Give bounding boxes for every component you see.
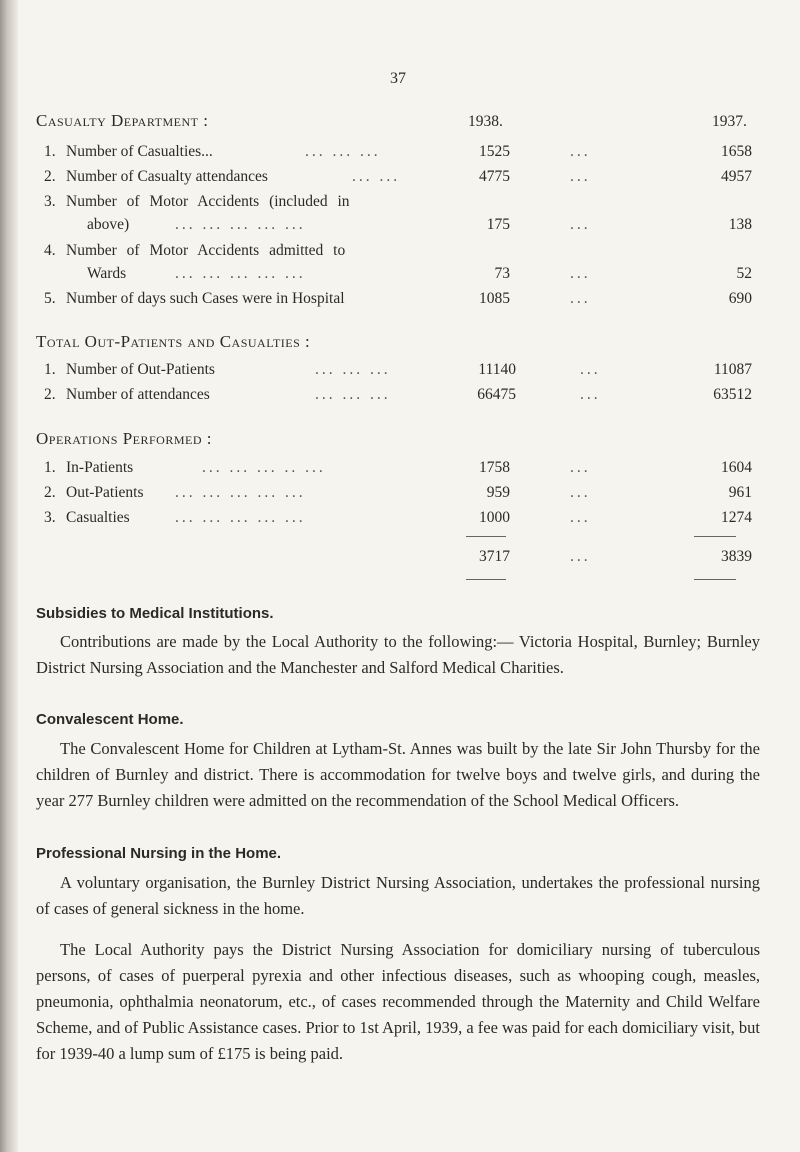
row-number: 1. xyxy=(44,361,56,378)
leader-dots: ... ... ... xyxy=(315,386,391,403)
paragraph-subsidies xyxy=(36,629,760,681)
value-1937: 52 xyxy=(736,265,752,282)
paragraph-text: The Local Authority pays the District Nursing Association for domiciliary nursing of tuberculous persons, of cases of puerperal pyrexia and other infectious diseases, such as whooping cough, measles, pneumonia, ophthalmia neonatorum, etc., of cases recommended through the Maternity and Child Welfare Scheme, and of Public Assistance cases. Prior to 1st April, 1939, a fee was paid for each domiciliary visit, but for 1939-40 a lump sum of £175 is being paid. xyxy=(36,940,761,1063)
value-1937: 4957 xyxy=(721,168,752,185)
casualty-heading: Casualty Department : xyxy=(36,111,209,130)
total-rule-1937-bottom xyxy=(694,579,736,580)
value-1937: 1274 xyxy=(721,509,752,526)
row-number: 1. xyxy=(44,459,56,476)
row-label: Out-Patients xyxy=(66,484,144,501)
row-label: Number of Casualties... xyxy=(66,143,213,160)
mid-dots: ... xyxy=(570,168,591,185)
value-1938: 1525 xyxy=(479,143,510,160)
row-label: Number of attendances xyxy=(66,386,210,403)
row-label: Number of Out-Patients xyxy=(66,361,215,378)
value-1937: 690 xyxy=(728,290,752,307)
mid-dots: ... xyxy=(570,548,591,565)
paragraph-text: The Convalescent Home for Children at Lytham-St. Annes was built by the late Sir John Thursby for the children of Burnley and district. There is accommodation for twelve boys and twelve girls, and during the year 277 Burnley children were admitted on the recommendation of the School Medical Officers. xyxy=(36,739,760,810)
row-number: 1. xyxy=(44,143,56,160)
total-1938: 3717 xyxy=(479,548,510,565)
paragraph-text: Contributions are made by the Local Authority to the following:— Victoria Hospital, Burnley; Burnley District Nursing Association and the Manchester and Salford Medical Charities. xyxy=(36,632,760,677)
row-number: 2. xyxy=(44,168,56,185)
row-number: 5. xyxy=(44,290,56,307)
year-1937: 1937. xyxy=(712,113,747,130)
mid-dots: ... xyxy=(580,361,601,378)
row-label: Number of Motor Accidents admitted to xyxy=(66,242,346,259)
total-rule-1938-bottom xyxy=(466,579,506,580)
mid-dots: ... xyxy=(580,386,601,403)
value-1938: 4775 xyxy=(479,168,510,185)
value-1937: 11087 xyxy=(713,361,752,378)
value-1938: 11140 xyxy=(478,361,516,378)
total-1937: 3839 xyxy=(721,548,752,565)
mid-dots: ... xyxy=(570,265,591,282)
row-number: 3. xyxy=(44,509,56,526)
value-1938: 959 xyxy=(486,484,510,501)
leader-dots: ... ... ... ... ... xyxy=(175,484,306,501)
section-heading-subsidies: Subsidies to Medical Institutions. xyxy=(36,605,274,622)
paragraph-nursing-association xyxy=(36,870,760,922)
value-1938: 1758 xyxy=(479,459,510,476)
paragraph-text: A voluntary organisation, the Burnley District Nursing Association, undertakes the professional nursing of cases of general sickness in the home. xyxy=(36,873,760,918)
leader-dots: ... ... xyxy=(352,168,401,185)
row-label: Number of Casualty attendances xyxy=(66,168,268,185)
section-heading-convalescent-home: Convalescent Home. xyxy=(36,711,184,728)
row-label: In-Patients xyxy=(66,459,134,476)
leader-dots: ... ... ... ... ... xyxy=(175,216,306,233)
value-1937: 1658 xyxy=(721,143,752,160)
row-label: Casualties xyxy=(66,509,130,526)
year-1938: 1938. xyxy=(468,113,503,130)
row-label-continued: Wards xyxy=(87,265,127,282)
mid-dots: ... xyxy=(570,216,591,233)
row-number: 3. xyxy=(44,193,56,210)
mid-dots: ... xyxy=(570,459,591,476)
value-1937: 138 xyxy=(728,216,752,233)
page-number: 37 xyxy=(390,70,406,87)
leader-dots: ... ... ... xyxy=(315,361,391,378)
row-number: 2. xyxy=(44,386,56,403)
value-1938: 66475 xyxy=(477,386,516,403)
value-1937: 63512 xyxy=(713,386,752,403)
paragraph-local-authority-payments xyxy=(36,937,760,1067)
row-label-continued: above) xyxy=(87,216,130,233)
leader-dots: ... ... ... xyxy=(305,143,381,160)
mid-dots: ... xyxy=(570,484,591,501)
value-1938: 73 xyxy=(494,265,510,282)
value-1937: 1604 xyxy=(721,459,752,476)
value-1937: 961 xyxy=(728,484,752,501)
total-rule-1937-top xyxy=(694,536,736,537)
mid-dots: ... xyxy=(570,143,591,160)
mid-dots: ... xyxy=(570,509,591,526)
outpatients-heading: Total Out-Patients and Casualties : xyxy=(36,332,311,351)
value-1938: 1000 xyxy=(479,509,510,526)
total-rule-1938-top xyxy=(466,536,506,537)
leader-dots: ... ... ... .. ... xyxy=(202,459,326,476)
leader-dots: ... ... ... ... ... xyxy=(175,265,306,282)
section-heading-professional-nursing: Professional Nursing in the Home. xyxy=(36,845,282,862)
row-label: Number of days such Cases were in Hospital xyxy=(66,290,345,307)
value-1938: 175 xyxy=(486,216,510,233)
mid-dots: ... xyxy=(570,290,591,307)
page-edge-shadow xyxy=(0,0,18,1152)
paragraph-convalescent-home xyxy=(36,736,760,814)
leader-dots: ... ... ... ... ... xyxy=(175,509,306,526)
operations-heading: Operations Performed : xyxy=(36,429,212,448)
row-label: Number of Motor Accidents (included in xyxy=(66,193,350,210)
value-1938: 1085 xyxy=(479,290,510,307)
row-number: 4. xyxy=(44,242,56,259)
row-number: 2. xyxy=(44,484,56,501)
